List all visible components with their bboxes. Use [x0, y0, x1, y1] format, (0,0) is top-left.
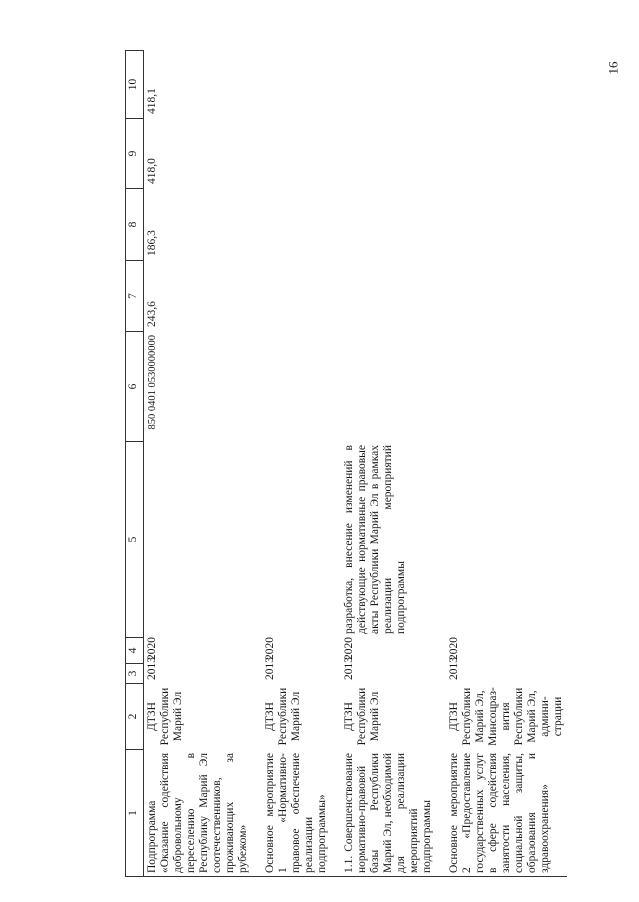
value-col-9 — [446, 119, 567, 189]
start-year: 2013 — [264, 657, 276, 680]
value-col-9: 418,0 — [146, 158, 158, 184]
column-header: 1 — [126, 750, 144, 877]
budget-code — [341, 332, 446, 442]
expected-result — [262, 442, 341, 638]
program-name: Подпрограмма «Оказание содействия добровольному переселению в Республику Марий Эл соотечественников, проживающих за рубежом» — [144, 750, 263, 877]
start-year: 2013 — [448, 657, 460, 680]
start-year: 2013 — [146, 657, 158, 680]
value-col-8 — [341, 189, 446, 261]
value-col-10 — [262, 51, 341, 119]
expected-result: разработка, внесение изменений в действующие нормативные правовые акты Республики Марий Эл в рамках реализации мероприятий подпрограммы — [343, 445, 407, 634]
budget-code — [446, 332, 567, 442]
program-name: Основное мероприятие 1 «Нормативно-правовое обеспечение реализации подпрограммы» — [262, 750, 341, 877]
value-col-10 — [341, 51, 446, 119]
value-col-8 — [262, 189, 341, 261]
rotated-table-container — [125, 51, 613, 877]
table-row — [446, 51, 567, 877]
table-row — [262, 51, 341, 877]
column-header: 2 — [126, 684, 144, 750]
budget-code: 850 0401 0530000000 — [147, 335, 158, 430]
end-year: 2020 — [448, 637, 460, 660]
table-row — [341, 51, 446, 877]
program-name: Основное мероприятие 2 «Предоставление государственных услуг в сфере содействия занятости населения, социальной защиты, образования и здравоохранения» — [446, 750, 567, 877]
table-row — [144, 51, 263, 877]
expected-result — [144, 442, 263, 638]
column-header: 9 — [126, 119, 144, 189]
start-year: 2013 — [343, 657, 355, 680]
end-year: 2020 — [264, 637, 276, 660]
header-row — [126, 51, 144, 877]
value-col-10: 418,1 — [146, 88, 158, 114]
executor: ДТЗН Республики Марий Эл — [343, 687, 381, 746]
end-year: 2020 — [343, 637, 355, 660]
value-col-9 — [341, 119, 446, 189]
column-header: 8 — [126, 189, 144, 261]
value-col-7 — [262, 261, 341, 332]
program-name: 1.1. Совершенствование нормативно-правовой базы Республики Марий Эл, необходимой для реализации мероприятий подпрограммы — [341, 750, 446, 877]
program-table — [125, 50, 567, 877]
value-col-10 — [446, 51, 567, 119]
expected-result — [446, 442, 567, 638]
value-col-7 — [446, 261, 567, 332]
column-header: 4 — [126, 638, 144, 664]
end-year: 2020 — [146, 637, 158, 660]
executor: ДТЗН Республики Марий Эл, Минсоцраз-вития Республики Марий Эл, админи-страции — [448, 687, 564, 746]
column-header: 10 — [126, 51, 144, 119]
column-header: 5 — [126, 442, 144, 638]
executor: ДТЗН Республики Марий Эл — [146, 687, 184, 746]
column-header: 7 — [126, 261, 144, 332]
value-col-8 — [446, 189, 567, 261]
column-header: 3 — [126, 664, 144, 684]
value-col-8: 186,3 — [146, 230, 158, 256]
page-number: 16 — [605, 61, 621, 75]
value-col-9 — [262, 119, 341, 189]
value-col-7 — [341, 261, 446, 332]
column-header: 6 — [126, 332, 144, 442]
value-col-7: 243,6 — [146, 301, 158, 327]
budget-code — [262, 332, 341, 442]
executor: ДТЗН Республики Марий Эл — [264, 687, 302, 746]
